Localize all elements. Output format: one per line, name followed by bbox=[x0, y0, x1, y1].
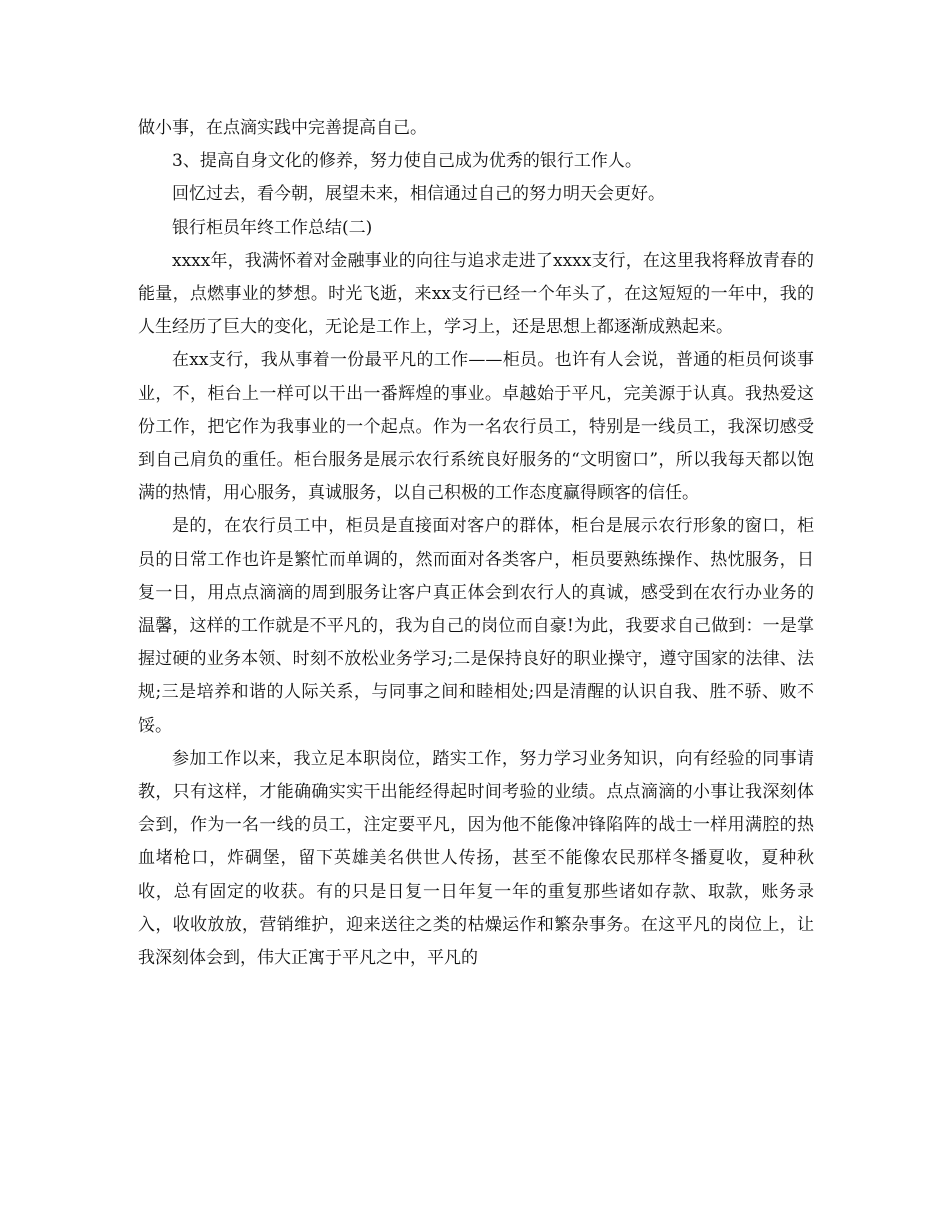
paragraph-1: 做小事，在点滴实践中完善提高自己。 bbox=[138, 118, 427, 138]
document-body bbox=[138, 112, 814, 975]
paragraph-2: 3、提高自身文化的修养，努力使自己成为优秀的银行工作人。 bbox=[172, 151, 642, 172]
section-heading: 银行柜员年终工作总结(二) bbox=[172, 217, 373, 238]
paragraph-6: 在xx支行，我从事着一份最平凡的工作——柜员。也许有人会说，普通的柜员何谈事业，不，柜台上一样可以干出一番辉煌的事业。卓越始于平凡，完美源于认真。我热爱这份工作，把它作为我事业的一个起点。作为一名农行员工，特别是一线员工，我深切感受到自己肩负的重任。柜台服务是展示农行系统良好服务的“文明窗口”，所以我每天都以饱满的热情，用心服务，真诚服务，以自己积极的工作态度赢得顾客的信任。 bbox=[138, 350, 814, 504]
paragraph-5: xxxx年，我满怀着对金融事业的向往与追求走进了xxxx支行，在这里我将释放青春的能量，点燃事业的梦想。时光飞逝，来xx支行已经一个年头了，在这短短的一年中，我的人生经历了巨大的变化，无论是工作上，学习上，还是思想上都逐渐成熟起来。 bbox=[138, 250, 814, 338]
paragraph-8: 参加工作以来，我立足本职岗位，踏实工作，努力学习业务知识，向有经验的同事请教，只有这样，才能确确实实干出能经得起时间考验的业绩。点点滴滴的小事让我深刻体会到，作为一名一线的员工，注定要平凡，因为他不能像冲锋陷阵的战士一样用满腔的热血堵枪口，炸碉堡，留下英雄美名供世人传扬，甚至不能像农民那样冬播夏收，夏种秋收，总有固定的收获。有的只是日复一日年复一年的重复那些诸如存款、取款，账务录入，收收放放，营销维护，迎来送往之类的枯燥运作和繁杂事务。在这平凡的岗位上，让我深刻体会到，伟大正寓于平凡之中，平凡的 bbox=[138, 748, 814, 969]
paragraph-7: 是的，在农行员工中，柜员是直接面对客户的群体，柜台是展示农行形象的窗口，柜员的日常工作也许是繁忙而单调的，然而面对各类客户，柜员要熟练操作、热忱服务，日复一日，用点点滴滴的周到服务让客户真正体会到农行人的真诚，感受到在农行办业务的温馨，这样的工作就是不平凡的，我为自己的岗位而自豪!为此，我要求自己做到：一是掌握过硬的业务本领、时刻不放松业务学习;二是保持良好的职业操守，遵守国家的法律、法规;三是培养和谐的人际关系，与同事之间和睦相处;四是清醒的认识自我、胜不骄、败不馁。 bbox=[138, 516, 814, 736]
paragraph-3: 回忆过去，看今朝，展望未来，相信通过自己的努力明天会更好。 bbox=[172, 184, 665, 205]
